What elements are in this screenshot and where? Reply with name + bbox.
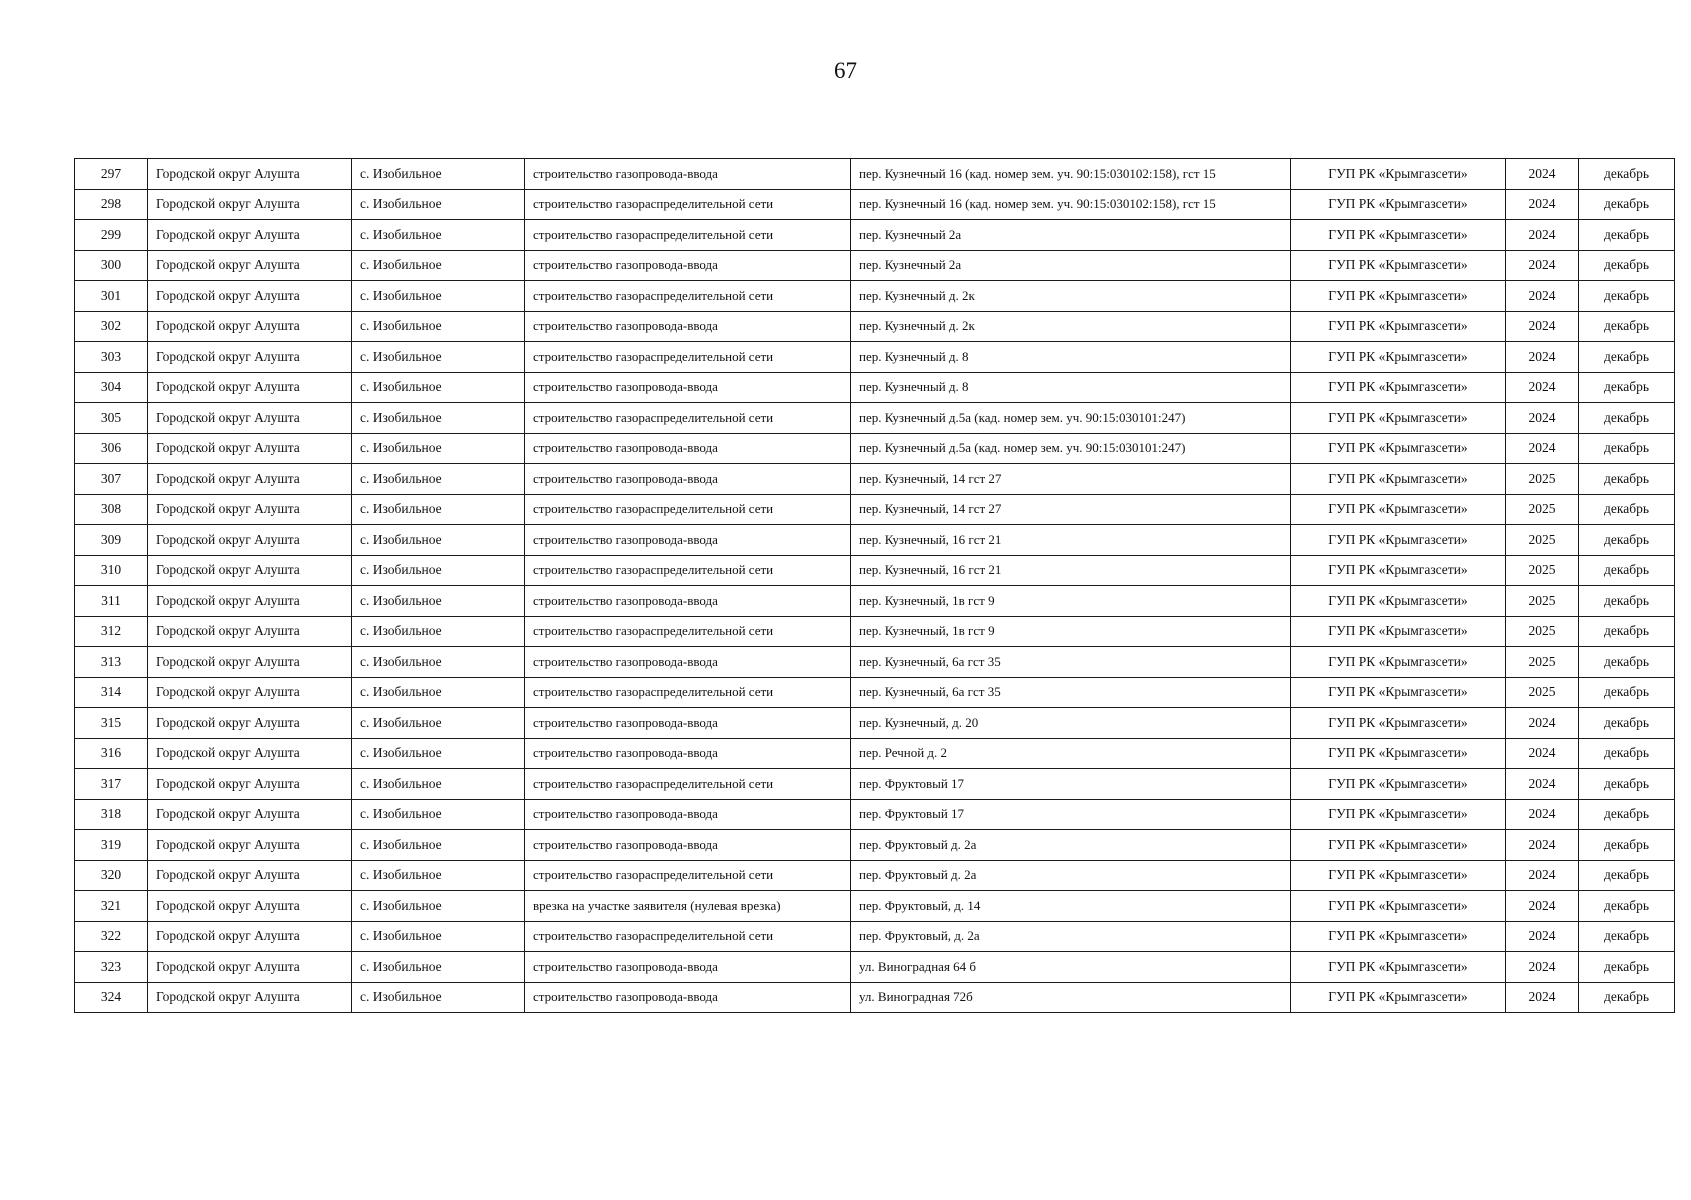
district-cell: Городской округ Алушта <box>148 799 352 830</box>
month-cell: декабрь <box>1579 677 1675 708</box>
work-type-cell: строительство газораспределительной сети <box>525 220 851 251</box>
address-cell: пер. Кузнечный, 6а гст 35 <box>851 647 1291 678</box>
work-type-cell: строительство газопровода-ввода <box>525 159 851 190</box>
gasification-table <box>74 158 1675 1013</box>
organization-cell: ГУП РК «Крымгазсети» <box>1291 464 1506 495</box>
month-cell: декабрь <box>1579 769 1675 800</box>
address-cell: пер. Кузнечный, 1в гст 9 <box>851 586 1291 617</box>
work-type-cell: строительство газопровода-ввода <box>525 250 851 281</box>
year-cell: 2025 <box>1506 586 1579 617</box>
work-type-cell: строительство газопровода-ввода <box>525 799 851 830</box>
year-cell: 2025 <box>1506 494 1579 525</box>
year-cell: 2025 <box>1506 555 1579 586</box>
month-cell: декабрь <box>1579 281 1675 312</box>
settlement-cell: с. Изобильное <box>352 891 525 922</box>
row-number-cell: 318 <box>75 799 148 830</box>
settlement-cell: с. Изобильное <box>352 159 525 190</box>
month-cell: декабрь <box>1579 342 1675 373</box>
month-cell: декабрь <box>1579 372 1675 403</box>
settlement-cell: с. Изобильное <box>352 921 525 952</box>
work-type-cell: строительство газопровода-ввода <box>525 372 851 403</box>
row-number-cell: 303 <box>75 342 148 373</box>
organization-cell: ГУП РК «Крымгазсети» <box>1291 830 1506 861</box>
month-cell: декабрь <box>1579 464 1675 495</box>
row-number-cell: 298 <box>75 189 148 220</box>
address-cell: пер. Фруктовый, д. 14 <box>851 891 1291 922</box>
table-row <box>75 250 1675 281</box>
year-cell: 2024 <box>1506 799 1579 830</box>
row-number-cell: 308 <box>75 494 148 525</box>
organization-cell: ГУП РК «Крымгазсети» <box>1291 555 1506 586</box>
district-cell: Городской округ Алушта <box>148 403 352 434</box>
organization-cell: ГУП РК «Крымгазсети» <box>1291 708 1506 739</box>
organization-cell: ГУП РК «Крымгазсети» <box>1291 586 1506 617</box>
district-cell: Городской округ Алушта <box>148 189 352 220</box>
settlement-cell: с. Изобильное <box>352 860 525 891</box>
month-cell: декабрь <box>1579 860 1675 891</box>
month-cell: декабрь <box>1579 921 1675 952</box>
year-cell: 2025 <box>1506 616 1579 647</box>
month-cell: декабрь <box>1579 220 1675 251</box>
settlement-cell: с. Изобильное <box>352 799 525 830</box>
address-cell: пер. Фруктовый 17 <box>851 799 1291 830</box>
district-cell: Городской округ Алушта <box>148 250 352 281</box>
row-number-cell: 312 <box>75 616 148 647</box>
month-cell: декабрь <box>1579 555 1675 586</box>
month-cell: декабрь <box>1579 982 1675 1013</box>
year-cell: 2025 <box>1506 677 1579 708</box>
organization-cell: ГУП РК «Крымгазсети» <box>1291 433 1506 464</box>
work-type-cell: строительство газораспределительной сети <box>525 860 851 891</box>
work-type-cell: строительство газораспределительной сети <box>525 494 851 525</box>
address-cell: пер. Кузнечный 2а <box>851 250 1291 281</box>
settlement-cell: с. Изобильное <box>352 433 525 464</box>
district-cell: Городской округ Алушта <box>148 586 352 617</box>
settlement-cell: с. Изобильное <box>352 586 525 617</box>
table-row <box>75 921 1675 952</box>
organization-cell: ГУП РК «Крымгазсети» <box>1291 738 1506 769</box>
work-type-cell: строительство газопровода-ввода <box>525 952 851 983</box>
address-cell: пер. Кузнечный д. 2к <box>851 281 1291 312</box>
month-cell: декабрь <box>1579 708 1675 739</box>
table-row <box>75 860 1675 891</box>
address-cell: пер. Кузнечный, д. 20 <box>851 708 1291 739</box>
table-row <box>75 891 1675 922</box>
organization-cell: ГУП РК «Крымгазсети» <box>1291 403 1506 434</box>
row-number-cell: 301 <box>75 281 148 312</box>
month-cell: декабрь <box>1579 891 1675 922</box>
work-type-cell: строительство газораспределительной сети <box>525 281 851 312</box>
address-cell: пер. Кузнечный 16 (кад. номер зем. уч. 90:15:030102:158), гст 15 <box>851 159 1291 190</box>
row-number-cell: 305 <box>75 403 148 434</box>
row-number-cell: 322 <box>75 921 148 952</box>
month-cell: декабрь <box>1579 586 1675 617</box>
year-cell: 2024 <box>1506 220 1579 251</box>
district-cell: Городской округ Алушта <box>148 159 352 190</box>
address-cell: пер. Кузнечный, 6а гст 35 <box>851 677 1291 708</box>
address-cell: пер. Кузнечный 2а <box>851 220 1291 251</box>
settlement-cell: с. Изобильное <box>352 647 525 678</box>
table-row <box>75 464 1675 495</box>
address-cell: пер. Фруктовый д. 2а <box>851 830 1291 861</box>
settlement-cell: с. Изобильное <box>352 952 525 983</box>
table-row <box>75 403 1675 434</box>
year-cell: 2024 <box>1506 311 1579 342</box>
organization-cell: ГУП РК «Крымгазсети» <box>1291 860 1506 891</box>
table-row <box>75 952 1675 983</box>
district-cell: Городской округ Алушта <box>148 494 352 525</box>
district-cell: Городской округ Алушта <box>148 860 352 891</box>
year-cell: 2025 <box>1506 525 1579 556</box>
row-number-cell: 304 <box>75 372 148 403</box>
table-row <box>75 494 1675 525</box>
organization-cell: ГУП РК «Крымгазсети» <box>1291 372 1506 403</box>
row-number-cell: 324 <box>75 982 148 1013</box>
table-row <box>75 159 1675 190</box>
row-number-cell: 314 <box>75 677 148 708</box>
district-cell: Городской округ Алушта <box>148 891 352 922</box>
year-cell: 2024 <box>1506 159 1579 190</box>
address-cell: пер. Речной д. 2 <box>851 738 1291 769</box>
row-number-cell: 321 <box>75 891 148 922</box>
year-cell: 2024 <box>1506 403 1579 434</box>
organization-cell: ГУП РК «Крымгазсети» <box>1291 769 1506 800</box>
month-cell: декабрь <box>1579 799 1675 830</box>
settlement-cell: с. Изобильное <box>352 372 525 403</box>
table-row <box>75 311 1675 342</box>
table-row <box>75 281 1675 312</box>
district-cell: Городской округ Алушта <box>148 769 352 800</box>
settlement-cell: с. Изобильное <box>352 342 525 373</box>
settlement-cell: с. Изобильное <box>352 220 525 251</box>
district-cell: Городской округ Алушта <box>148 311 352 342</box>
settlement-cell: с. Изобильное <box>352 555 525 586</box>
work-type-cell: строительство газораспределительной сети <box>525 616 851 647</box>
settlement-cell: с. Изобильное <box>352 677 525 708</box>
table-row <box>75 372 1675 403</box>
district-cell: Городской округ Алушта <box>148 677 352 708</box>
settlement-cell: с. Изобильное <box>352 311 525 342</box>
settlement-cell: с. Изобильное <box>352 494 525 525</box>
year-cell: 2024 <box>1506 952 1579 983</box>
work-type-cell: строительство газораспределительной сети <box>525 342 851 373</box>
settlement-cell: с. Изобильное <box>352 189 525 220</box>
row-number-cell: 319 <box>75 830 148 861</box>
row-number-cell: 317 <box>75 769 148 800</box>
settlement-cell: с. Изобильное <box>352 403 525 434</box>
work-type-cell: строительство газораспределительной сети <box>525 769 851 800</box>
work-type-cell: строительство газораспределительной сети <box>525 403 851 434</box>
row-number-cell: 313 <box>75 647 148 678</box>
year-cell: 2024 <box>1506 372 1579 403</box>
settlement-cell: с. Изобильное <box>352 830 525 861</box>
table-row <box>75 220 1675 251</box>
district-cell: Городской округ Алушта <box>148 464 352 495</box>
year-cell: 2024 <box>1506 830 1579 861</box>
district-cell: Городской округ Алушта <box>148 952 352 983</box>
work-type-cell: строительство газопровода-ввода <box>525 311 851 342</box>
year-cell: 2024 <box>1506 189 1579 220</box>
work-type-cell: строительство газопровода-ввода <box>525 647 851 678</box>
row-number-cell: 307 <box>75 464 148 495</box>
address-cell: пер. Кузнечный д. 8 <box>851 372 1291 403</box>
work-type-cell: строительство газопровода-ввода <box>525 525 851 556</box>
table-body <box>75 159 1675 1013</box>
work-type-cell: строительство газопровода-ввода <box>525 464 851 495</box>
month-cell: декабрь <box>1579 525 1675 556</box>
year-cell: 2024 <box>1506 342 1579 373</box>
district-cell: Городской округ Алушта <box>148 555 352 586</box>
month-cell: декабрь <box>1579 403 1675 434</box>
table-row <box>75 586 1675 617</box>
organization-cell: ГУП РК «Крымгазсети» <box>1291 921 1506 952</box>
address-cell: пер. Кузнечный, 16 гст 21 <box>851 525 1291 556</box>
work-type-cell: строительство газопровода-ввода <box>525 708 851 739</box>
row-number-cell: 306 <box>75 433 148 464</box>
address-cell: пер. Кузнечный, 14 гст 27 <box>851 494 1291 525</box>
district-cell: Городской округ Алушта <box>148 738 352 769</box>
table-row <box>75 525 1675 556</box>
organization-cell: ГУП РК «Крымгазсети» <box>1291 220 1506 251</box>
address-cell: пер. Фруктовый, д. 2а <box>851 921 1291 952</box>
year-cell: 2024 <box>1506 433 1579 464</box>
year-cell: 2024 <box>1506 281 1579 312</box>
organization-cell: ГУП РК «Крымгазсети» <box>1291 159 1506 190</box>
page-number: 67 <box>834 58 857 83</box>
row-number-cell: 300 <box>75 250 148 281</box>
table-row <box>75 708 1675 739</box>
organization-cell: ГУП РК «Крымгазсети» <box>1291 281 1506 312</box>
settlement-cell: с. Изобильное <box>352 250 525 281</box>
month-cell: декабрь <box>1579 738 1675 769</box>
work-type-cell: строительство газораспределительной сети <box>525 921 851 952</box>
district-cell: Городской округ Алушта <box>148 281 352 312</box>
work-type-cell: строительство газопровода-ввода <box>525 738 851 769</box>
address-cell: пер. Кузнечный 16 (кад. номер зем. уч. 90:15:030102:158), гст 15 <box>851 189 1291 220</box>
month-cell: декабрь <box>1579 494 1675 525</box>
organization-cell: ГУП РК «Крымгазсети» <box>1291 494 1506 525</box>
address-cell: пер. Кузнечный, 14 гст 27 <box>851 464 1291 495</box>
address-cell: ул. Виноградная 64 б <box>851 952 1291 983</box>
district-cell: Городской округ Алушта <box>148 525 352 556</box>
year-cell: 2024 <box>1506 738 1579 769</box>
district-cell: Городской округ Алушта <box>148 433 352 464</box>
month-cell: декабрь <box>1579 433 1675 464</box>
district-cell: Городской округ Алушта <box>148 342 352 373</box>
month-cell: декабрь <box>1579 647 1675 678</box>
work-type-cell: строительство газопровода-ввода <box>525 586 851 617</box>
district-cell: Городской округ Алушта <box>148 372 352 403</box>
table-row <box>75 738 1675 769</box>
row-number-cell: 316 <box>75 738 148 769</box>
organization-cell: ГУП РК «Крымгазсети» <box>1291 799 1506 830</box>
table-row <box>75 433 1675 464</box>
row-number-cell: 310 <box>75 555 148 586</box>
settlement-cell: с. Изобильное <box>352 616 525 647</box>
district-cell: Городской округ Алушта <box>148 220 352 251</box>
month-cell: декабрь <box>1579 830 1675 861</box>
table-row <box>75 189 1675 220</box>
work-type-cell: строительство газораспределительной сети <box>525 189 851 220</box>
address-cell: пер. Фруктовый д. 2а <box>851 860 1291 891</box>
work-type-cell: строительство газораспределительной сети <box>525 555 851 586</box>
settlement-cell: с. Изобильное <box>352 525 525 556</box>
year-cell: 2025 <box>1506 647 1579 678</box>
year-cell: 2024 <box>1506 250 1579 281</box>
table-row <box>75 342 1675 373</box>
table-row <box>75 677 1675 708</box>
row-number-cell: 297 <box>75 159 148 190</box>
row-number-cell: 302 <box>75 311 148 342</box>
organization-cell: ГУП РК «Крымгазсети» <box>1291 616 1506 647</box>
settlement-cell: с. Изобильное <box>352 738 525 769</box>
address-cell: ул. Виноградная 72б <box>851 982 1291 1013</box>
table-row <box>75 982 1675 1013</box>
organization-cell: ГУП РК «Крымгазсети» <box>1291 342 1506 373</box>
settlement-cell: с. Изобильное <box>352 464 525 495</box>
table-row <box>75 647 1675 678</box>
work-type-cell: строительство газораспределительной сети <box>525 677 851 708</box>
organization-cell: ГУП РК «Крымгазсети» <box>1291 952 1506 983</box>
address-cell: пер. Кузнечный д. 8 <box>851 342 1291 373</box>
organization-cell: ГУП РК «Крымгазсети» <box>1291 250 1506 281</box>
table-row <box>75 799 1675 830</box>
month-cell: декабрь <box>1579 159 1675 190</box>
row-number-cell: 315 <box>75 708 148 739</box>
district-cell: Городской округ Алушта <box>148 830 352 861</box>
month-cell: декабрь <box>1579 250 1675 281</box>
year-cell: 2025 <box>1506 464 1579 495</box>
year-cell: 2024 <box>1506 921 1579 952</box>
work-type-cell: врезка на участке заявителя (нулевая врезка) <box>525 891 851 922</box>
settlement-cell: с. Изобильное <box>352 769 525 800</box>
work-type-cell: строительство газопровода-ввода <box>525 982 851 1013</box>
table-row <box>75 555 1675 586</box>
row-number-cell: 323 <box>75 952 148 983</box>
address-cell: пер. Кузнечный д. 2к <box>851 311 1291 342</box>
district-cell: Городской округ Алушта <box>148 921 352 952</box>
organization-cell: ГУП РК «Крымгазсети» <box>1291 677 1506 708</box>
month-cell: декабрь <box>1579 616 1675 647</box>
address-cell: пер. Кузнечный, 16 гст 21 <box>851 555 1291 586</box>
row-number-cell: 309 <box>75 525 148 556</box>
district-cell: Городской округ Алушта <box>148 616 352 647</box>
work-type-cell: строительство газопровода-ввода <box>525 830 851 861</box>
row-number-cell: 299 <box>75 220 148 251</box>
work-type-cell: строительство газопровода-ввода <box>525 433 851 464</box>
address-cell: пер. Фруктовый 17 <box>851 769 1291 800</box>
organization-cell: ГУП РК «Крымгазсети» <box>1291 525 1506 556</box>
organization-cell: ГУП РК «Крымгазсети» <box>1291 982 1506 1013</box>
month-cell: декабрь <box>1579 189 1675 220</box>
year-cell: 2024 <box>1506 769 1579 800</box>
year-cell: 2024 <box>1506 708 1579 739</box>
settlement-cell: с. Изобильное <box>352 281 525 312</box>
organization-cell: ГУП РК «Крымгазсети» <box>1291 189 1506 220</box>
table-row <box>75 769 1675 800</box>
organization-cell: ГУП РК «Крымгазсети» <box>1291 891 1506 922</box>
table-row <box>75 616 1675 647</box>
row-number-cell: 311 <box>75 586 148 617</box>
organization-cell: ГУП РК «Крымгазсети» <box>1291 647 1506 678</box>
address-cell: пер. Кузнечный, 1в гст 9 <box>851 616 1291 647</box>
organization-cell: ГУП РК «Крымгазсети» <box>1291 311 1506 342</box>
year-cell: 2024 <box>1506 891 1579 922</box>
month-cell: декабрь <box>1579 952 1675 983</box>
month-cell: декабрь <box>1579 311 1675 342</box>
address-cell: пер. Кузнечный д.5а (кад. номер зем. уч. 90:15:030101:247) <box>851 403 1291 434</box>
district-cell: Городской округ Алушта <box>148 647 352 678</box>
settlement-cell: с. Изобильное <box>352 708 525 739</box>
year-cell: 2024 <box>1506 860 1579 891</box>
district-cell: Городской округ Алушта <box>148 708 352 739</box>
row-number-cell: 320 <box>75 860 148 891</box>
settlement-cell: с. Изобильное <box>352 982 525 1013</box>
year-cell: 2024 <box>1506 982 1579 1013</box>
table-row <box>75 830 1675 861</box>
address-cell: пер. Кузнечный д.5а (кад. номер зем. уч. 90:15:030101:247) <box>851 433 1291 464</box>
district-cell: Городской округ Алушта <box>148 982 352 1013</box>
